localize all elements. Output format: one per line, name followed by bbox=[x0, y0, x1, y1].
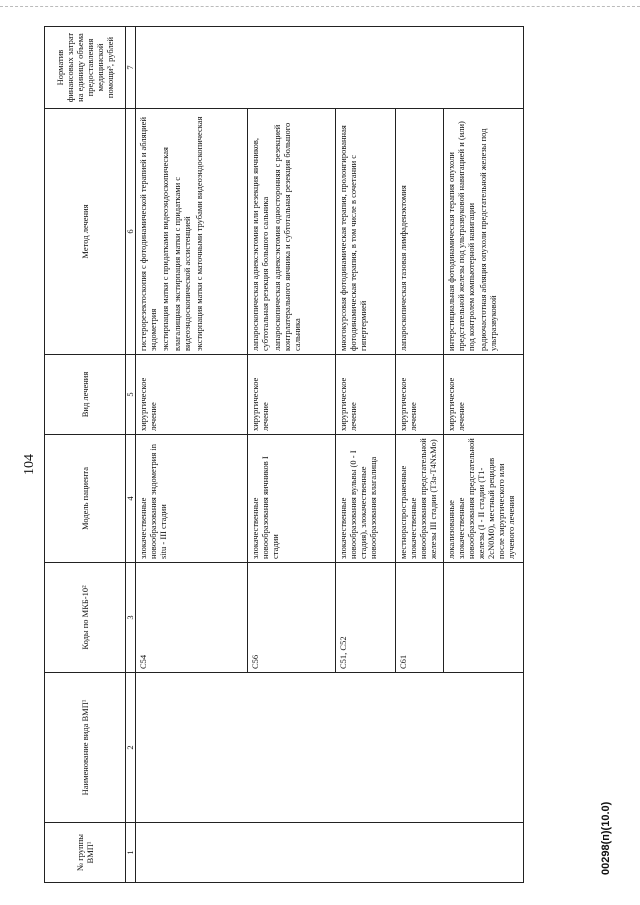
patient-model-cell: локализованные злокачественные новообразования предстательной железы (I - II стадии (T1-2cN0M0), местный рецидив после хирургического или лучевого лечения bbox=[444, 435, 524, 563]
method-line: радиочастотная абляция опухоли предстательной железы под ультразвуковой bbox=[478, 128, 498, 351]
page-number: 104 bbox=[22, 454, 37, 475]
treatment-type-cell: хирургическое лечение bbox=[336, 355, 396, 435]
icd-code-cell: C51, C52 bbox=[336, 563, 396, 673]
treatment-method-cell bbox=[396, 109, 444, 355]
header-group-number: № группы ВМП¹ bbox=[45, 823, 126, 883]
method-line: лапароскопическая аднексэктомия или резекция яичников, субтотальная резекция большого сальника bbox=[250, 137, 270, 351]
icd-code-cell: C56 bbox=[248, 563, 336, 673]
col-number: 1 bbox=[126, 823, 136, 883]
method-line: лапароскопическая тазовая лимфаденэктомия bbox=[398, 185, 408, 351]
col-number: 5 bbox=[126, 355, 136, 435]
method-line: многокурсовая фотодинамическая терапия, пролонгированная фотодинамическая терапия, в том числе в сочетании с гипертермией bbox=[338, 125, 368, 351]
table-row bbox=[136, 27, 248, 883]
col-number: 6 bbox=[126, 109, 136, 355]
col-number: 4 bbox=[126, 435, 136, 563]
document-code: 00298(п)(10.0) bbox=[600, 801, 612, 875]
group-number-cell bbox=[136, 823, 524, 883]
patient-model-cell: злокачественные новообразования яичников I стадии bbox=[248, 435, 336, 563]
header-cost-norm: Норматив финансовых затрат на единицу объема предоставления медицинской помощи³, рублей bbox=[45, 27, 126, 109]
col-number: 2 bbox=[126, 673, 136, 823]
vmp-table bbox=[44, 26, 524, 883]
header-vmp-name: Наименование вида ВМП¹ bbox=[45, 673, 126, 823]
treatment-method-cell bbox=[136, 109, 248, 355]
treatment-method-cell bbox=[444, 109, 524, 355]
treatment-type-cell: хирургическое лечение bbox=[136, 355, 248, 435]
treatment-type-cell: хирургическое лечение bbox=[444, 355, 524, 435]
header-treatment-type: Вид лечения bbox=[45, 355, 126, 435]
cost-norm-cell bbox=[136, 27, 524, 109]
page-edge-line bbox=[0, 6, 640, 7]
vmp-name-cell bbox=[136, 673, 524, 823]
header-treatment-method: Метод лечения bbox=[45, 109, 126, 355]
method-line: экстирпация матки с маточными трубами видеоэндоскопическая bbox=[194, 116, 204, 351]
method-line: гистерорезектоскопия с фотодинамической терапией и абляцией эндометрия bbox=[138, 117, 158, 351]
method-line: лапароскопическая аднексэктомия односторонняя с резекцией контрлатерального яичника и субтотальная резекция большого сальника bbox=[272, 122, 302, 351]
patient-model-cell: местнораспространенные злокачественные новообразования предстательной железы III стадии (T3a-T4NxMo) bbox=[396, 435, 444, 563]
column-number-row bbox=[126, 27, 136, 883]
icd-code-cell bbox=[444, 563, 524, 673]
method-line: интерстициальная фотодинамическая терапия опухоли предстательной железы под ультразвуковой навигацией и (или) под контролем компьютерной навигации bbox=[446, 121, 476, 351]
treatment-method-cell bbox=[248, 109, 336, 355]
method-line: экстирпация матки с придатками видеоэндоскопическая bbox=[160, 147, 170, 351]
header-patient-model: Модель пациента bbox=[45, 435, 126, 563]
header-icd-codes: Коды по МКБ-10² bbox=[45, 563, 126, 673]
treatment-type-cell: хирургическое лечение bbox=[248, 355, 336, 435]
icd-code-cell: C61 bbox=[396, 563, 444, 673]
icd-code-cell: C54 bbox=[136, 563, 248, 673]
col-number: 3 bbox=[126, 563, 136, 673]
patient-model-cell: злокачественные новообразования вульвы (0 - I стадия), злокачественные новообразования влагалища bbox=[336, 435, 396, 563]
col-number: 7 bbox=[126, 27, 136, 109]
method-line: влагалищная экстирпация матки с придатками с видеоэндоскопической ассистенцией bbox=[172, 176, 192, 351]
header-row bbox=[45, 27, 126, 883]
treatment-method-cell bbox=[336, 109, 396, 355]
patient-model-cell: злокачественные новообразования эндометрия in situ - III стадии bbox=[136, 435, 248, 563]
treatment-type-cell: хирургическое лечение bbox=[396, 355, 444, 435]
